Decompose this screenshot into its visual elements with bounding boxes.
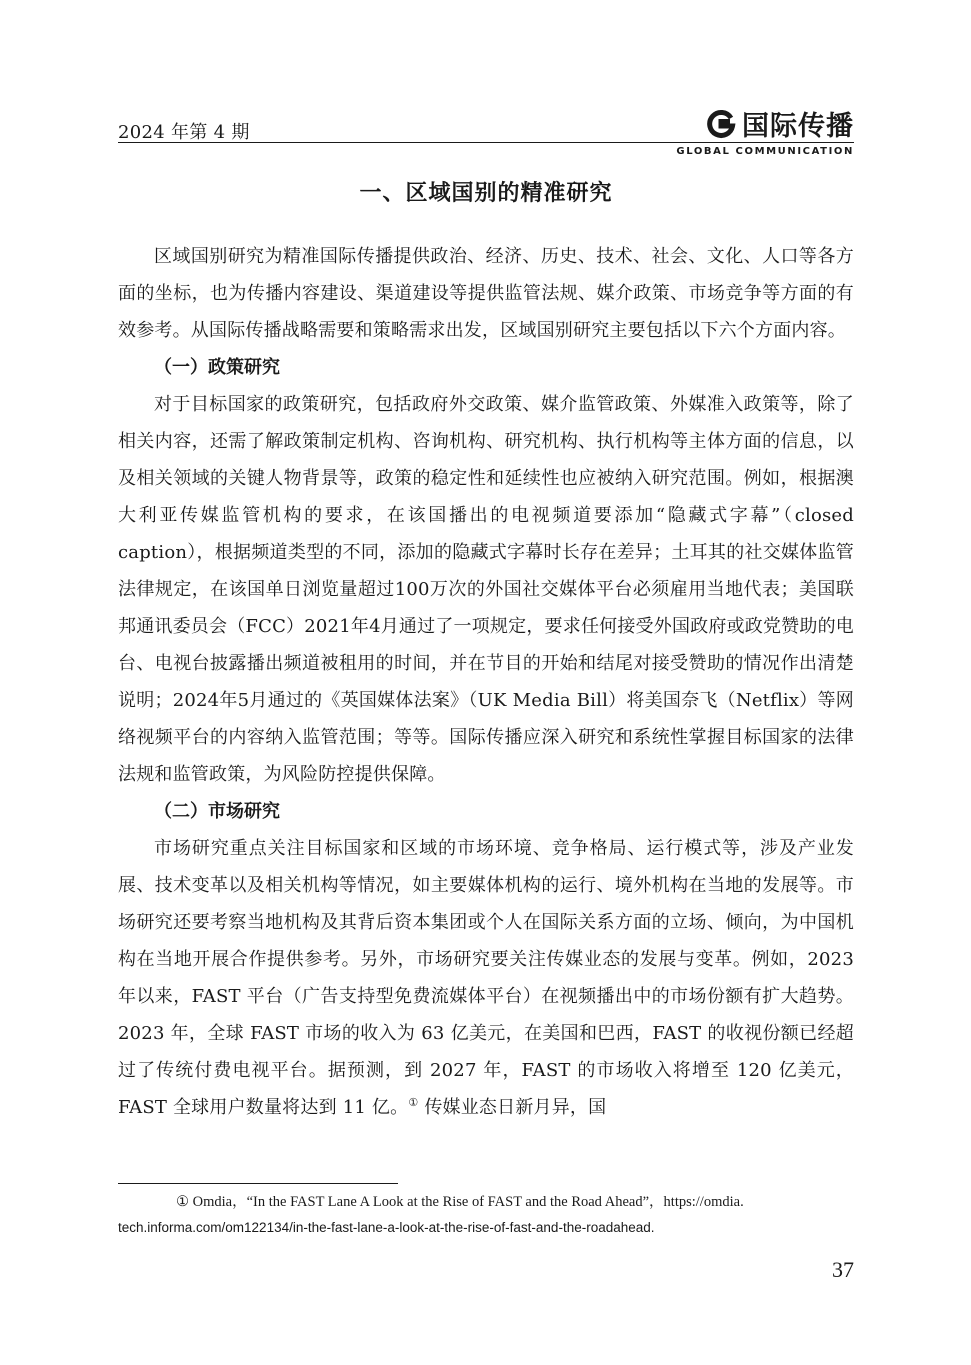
footnote <box>118 1190 854 1241</box>
market-research-text: 市场研究重点关注目标国家和区域的市场环境、竞争格局、运行模式等，涉及产业发展、技术变革以及相关机构等情况，如主要媒体机构的运行、境外机构在当地的发展等。市场研究还要考察当地机构及其背后资本集团或个人在国际关系方面的立场、倾向，为中国机构在当地开展合作提供参考。另外，市场研究要关注传媒业态的发展与变革。例如，2023 年以来，FAST 平台（广告支持型免费流媒体平台）在视频播出中的市场份额有扩大趋势。2023 年，全球 FAST 市场的收入为 63 亿美元，在美国和巴西，FAST 的收视份额已经超过了传统付费电视平台。据预测，到 2027 年，FAST 的市场收入将增至 120 亿美元，FAST 全球用户数量将达到 11 亿。 <box>118 838 854 1118</box>
journal-brand <box>706 104 854 143</box>
globe-g-logo-icon <box>706 109 736 139</box>
intro-paragraph: 区域国别研究为精准国际传播提供政治、经济、历史、技术、社会、文化、人口等各方面的坐标，也为传播内容建设、渠道建设等提供监管法规、媒介政策、市场竞争等方面的有效参考。从国际传播战略需要和策略需求出发，区域国别研究主要包括以下六个方面内容。 <box>118 246 854 341</box>
market-research-text-continued: 传媒业态日新月异，国 <box>418 1097 607 1118</box>
market-research-paragraph <box>118 830 854 1126</box>
section-title: 一、区域国别的精准研究 <box>359 181 613 206</box>
header-rule <box>118 142 854 143</box>
footnote-reference[interactable]: ① <box>408 1096 419 1109</box>
policy-research-heading: （一）政策研究 <box>154 357 280 378</box>
footnote-text: Omdia，“In the FAST Lane A Look at the Rise of FAST and the Road Ahead”，https://omdia. <box>189 1194 744 1210</box>
journal-name-cn: 国际传播 <box>742 111 854 142</box>
market-research-heading: （二）市场研究 <box>154 801 280 822</box>
footnote-marker: ① <box>176 1194 189 1210</box>
journal-name-en: GLOBAL COMMUNICATION <box>676 146 854 157</box>
footnote-url[interactable]: tech.informa.com/om122134/in-the-fast-lane-a-look-at-the-rise-of-fast-and-the-roadahead. <box>118 1220 655 1235</box>
page-number: 37 <box>832 1257 854 1282</box>
policy-research-paragraph: 对于目标国家的政策研究，包括政府外交政策、媒介监管政策、外媒准入政策等，除了相关内容，还需了解政策制定机构、咨询机构、研究机构、执行机构等主体方面的信息，以及相关领域的关键人物背景等，政策的稳定性和延续性也应被纳入研究范围。例如，根据澳大利亚传媒监管机构的要求，在该国播出的电视频道要添加“隐藏式字幕”（closed caption），根据频道类型的不同，添加的隐藏式字幕时长存在差异；土耳其的社交媒体监管法律规定，在该国单日浏览量超过100万次的外国社交媒体平台必须雇用当地代表；美国联邦通讯委员会（FCC）2021年4月通过了一项规定，要求任何接受外国政府或政党赞助的电台、电视台披露播出频道被租用的时间，并在节目的开始和结尾对接受赞助的情况作出清楚说明；2024年5月通过的《英国媒体法案》（UK Media Bill）将美国奈飞（Netflix）等网络视频平台的内容纳入监管范围；等等。国际传播应深入研究和系统性掌握目标国家的法律法规和监管政策，为风险防控提供保障。 <box>118 394 854 785</box>
issue-label: 2024 年第 4 期 <box>118 122 250 143</box>
footnote-divider <box>118 1183 398 1184</box>
page-header <box>118 100 854 158</box>
article-body <box>118 238 854 1126</box>
